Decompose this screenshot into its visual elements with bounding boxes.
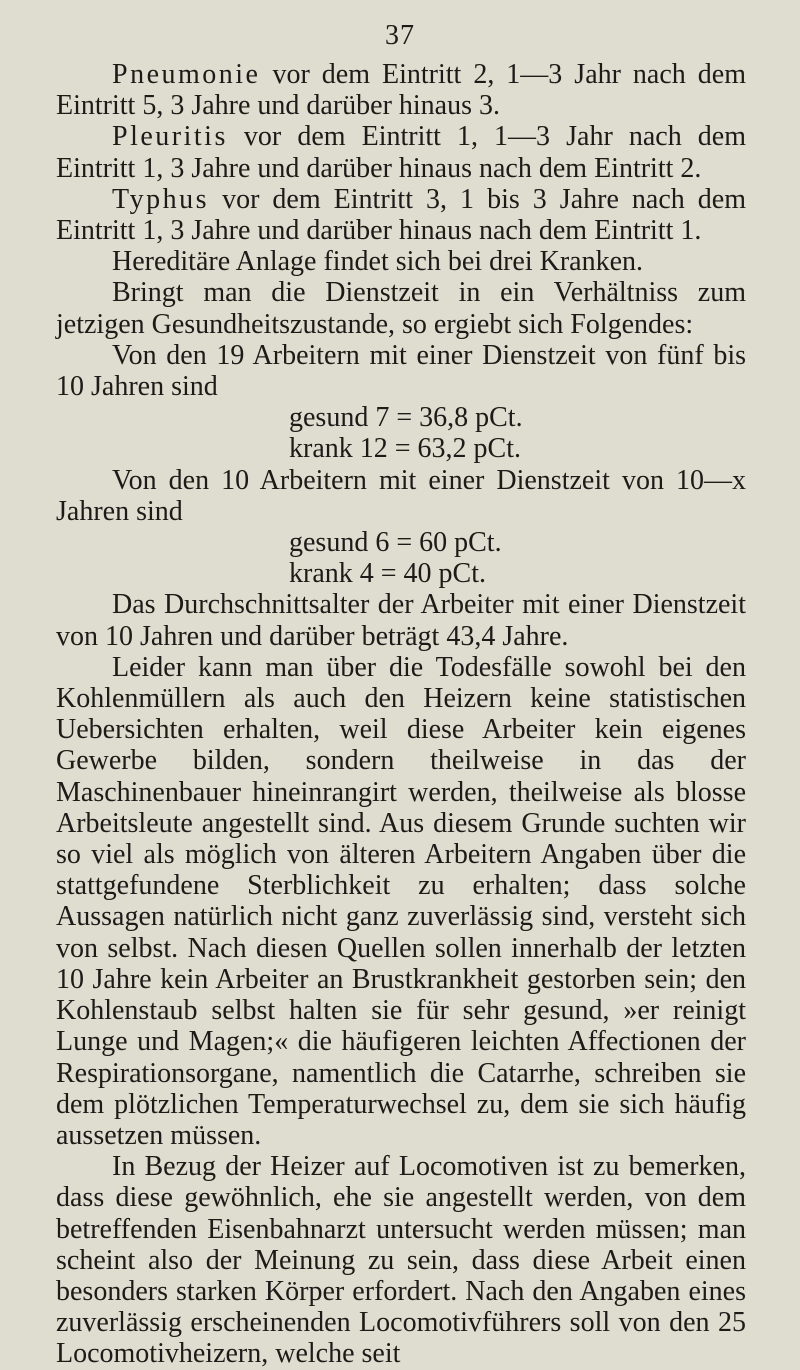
paragraph-service-time: Bringt man die Dienstzeit in ein Verhältniss zum jetzigen Gesundheitszustande, so ergiebt sich Folgendes: bbox=[56, 277, 746, 340]
disease-term: Typhus bbox=[112, 183, 210, 215]
paragraph-mortality: Leider kann man über die Todesfälle sowohl bei den Kohlenmüllern als auch den Heizern keine statistischen Uebersichten erhalten, weil diese Arbeiter kein eigenes Gewerbe bilden, sondern theilweise in das der Maschinenbauer hineinrangirt werden, theilweise als blosse Arbeitsleute angestellt sind. Aus diesem Grunde suchten wir so viel als möglich von älteren Arbeitern Angaben über die stattgefundene Sterblichkeit zu erhalten; dass solche Aussagen natürlich nicht ganz zuverlässig sind, versteht sich von selbst. Nach diesen Quellen sollen innerhalb der letzten 10 Jahre kein Arbeiter an Brustkrankheit gestorben sein; den Kohlenstaub selbst halten sie für sehr gesund, »er reinigt Lunge und Magen;« die häufigeren leichten Affectionen der Respirationsorgane, namentlich die Catarrhe, schreiben sie dem plötzlichen Temperaturwechsel zu, dem sie sich häufig aussetzen müssen. bbox=[56, 651, 746, 1151]
paragraph-pleuritis: Pleuritis vor dem Eintritt 1, 1—3 Jahr nach dem Eintritt 1, 3 Jahre und darüber hinaus nach dem Eintritt 2. bbox=[56, 121, 746, 184]
stat-line-sick-a: krank 12 = 63,2 pCt. bbox=[289, 433, 521, 465]
disease-term: Pleuritis bbox=[112, 121, 228, 153]
stat-line-healthy-b: gesund 6 = 60 pCt. bbox=[289, 527, 502, 559]
paragraph-group-a: Von den 19 Arbeitern mit einer Dienstzeit von fünf bis 10 Jahren sind bbox=[56, 339, 746, 403]
stat-line-healthy-a: gesund 7 = 36,8 pCt. bbox=[289, 402, 523, 434]
page-body bbox=[56, 59, 746, 1370]
paragraph-hereditary: Hereditäre Anlage findet sich bei drei Kranken. bbox=[112, 246, 644, 278]
paragraph-group-b: Von den 10 Arbeitern mit einer Dienstzeit von 10—x Jahren sind bbox=[56, 464, 746, 527]
paragraph-average-age: Das Durchschnittsalter der Arbeiter mit einer Dienstzeit von 10 Jahren und darüber beträgt 43,4 Jahre. bbox=[56, 589, 746, 652]
disease-term: Pneumonie bbox=[112, 59, 261, 90]
paragraph-locomotive-stokers: In Bezug der Heizer auf Locomotiven ist zu bemerken, dass diese gewöhnlich, ehe sie angestellt werden, von dem betreffenden Eisenbahnarzt untersucht werden müssen; man scheint also der Meinung zu sein, dass diese Arbeit einen besonders starken Körper erfordert. Nach den Angaben eines zuverlässig erscheinenden Locomotivführers soll von den 25 Locomotivheizern, welche seit bbox=[56, 1151, 746, 1370]
page-number: 37 bbox=[385, 20, 415, 51]
paragraph-typhus: Typhus vor dem Eintritt 3, 1 bis 3 Jahre nach dem Eintritt 1, 3 Jahre und darüber hinaus nach dem Eintritt 1. bbox=[56, 183, 746, 247]
paragraph-pneumonie: Pneumonie vor dem Eintritt 2, 1—3 Jahr nach dem Eintritt 5, 3 Jahre und darüber hinaus 3. bbox=[56, 59, 746, 122]
stat-line-sick-b: krank 4 = 40 pCt. bbox=[289, 558, 486, 590]
